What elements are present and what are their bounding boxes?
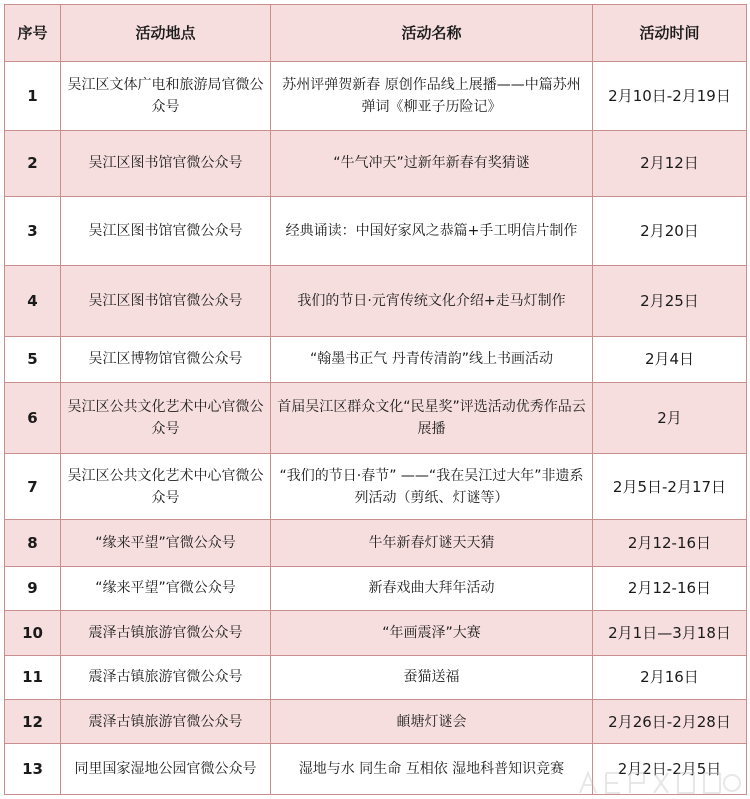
row-activity: “年画震泽”大赛 (271, 611, 593, 655)
row-time: 2月12-16日 (593, 566, 747, 610)
row-activity: 湿地与水 同生命 互相依 湿地科普知识竞赛 (271, 744, 593, 795)
header-place: 活动地点 (61, 5, 271, 62)
row-time: 2月12日 (593, 130, 747, 197)
row-place: 震泽古镇旅游官微公众号 (61, 655, 271, 699)
row-activity: “牛气冲天”过新年新春有奖猜谜 (271, 130, 593, 197)
row-activity: 首届吴江区群众文化“民星奖”评选活动优秀作品云展播 (271, 383, 593, 454)
table-row (5, 453, 747, 520)
row-activity: 苏州评弹贺新春 原创作品线上展播——中篇苏州弹词《柳亚子历险记》 (271, 62, 593, 131)
row-number: 13 (5, 744, 61, 795)
row-place: 吴江区文体广电和旅游局官微公众号 (61, 62, 271, 131)
row-number: 9 (5, 566, 61, 610)
row-place: 吴江区公共文化艺术中心官微公众号 (61, 453, 271, 520)
table-row (5, 566, 747, 610)
row-activity: 頔塘灯谜会 (271, 700, 593, 744)
row-time: 2月20日 (593, 197, 747, 266)
row-place: “缘来平望”官微公众号 (61, 520, 271, 566)
row-place: 震泽古镇旅游官微公众号 (61, 611, 271, 655)
row-activity: 牛年新春灯谜天天猜 (271, 520, 593, 566)
table-row (5, 383, 747, 454)
row-number: 5 (5, 336, 61, 382)
row-place: 吴江区图书馆官微公众号 (61, 265, 271, 336)
row-time: 2月1日—3月18日 (593, 611, 747, 655)
row-time: 2月25日 (593, 265, 747, 336)
row-number: 11 (5, 655, 61, 699)
table-row (5, 655, 747, 699)
row-time: 2月26日-2月28日 (593, 700, 747, 744)
table-row (5, 336, 747, 382)
row-activity: “翰墨书正气 丹青传清韵”线上书画活动 (271, 336, 593, 382)
table-row (5, 265, 747, 336)
row-place: 吴江区博物馆官微公众号 (61, 336, 271, 382)
row-number: 7 (5, 453, 61, 520)
row-activity: “我们的节日·春节” ——“我在吴江过大年”非遗系列活动（剪纸、灯谜等） (271, 453, 593, 520)
row-place: 震泽古镇旅游官微公众号 (61, 700, 271, 744)
row-activity: 蚕猫送福 (271, 655, 593, 699)
row-time: 2月16日 (593, 655, 747, 699)
row-time: 2月5日-2月17日 (593, 453, 747, 520)
header-row (5, 5, 747, 62)
table-row (5, 130, 747, 197)
row-time: 2月10日-2月19日 (593, 62, 747, 131)
row-number: 6 (5, 383, 61, 454)
row-place: “缘来平望”官微公众号 (61, 566, 271, 610)
activities-table (4, 4, 747, 795)
table-row (5, 611, 747, 655)
row-place: 吴江区公共文化艺术中心官微公众号 (61, 383, 271, 454)
row-number: 12 (5, 700, 61, 744)
row-place: 吴江区图书馆官微公众号 (61, 130, 271, 197)
header-no: 序号 (5, 5, 61, 62)
row-number: 1 (5, 62, 61, 131)
table-row (5, 197, 747, 266)
row-place: 吴江区图书馆官微公众号 (61, 197, 271, 266)
table-row (5, 62, 747, 131)
row-time: 2月4日 (593, 336, 747, 382)
row-time: 2月2日-2月5日 (593, 744, 747, 795)
row-number: 2 (5, 130, 61, 197)
row-time: 2月 (593, 383, 747, 454)
row-number: 10 (5, 611, 61, 655)
row-activity: 经典诵读：中国好家风之恭篇+手工明信片制作 (271, 197, 593, 266)
row-number: 4 (5, 265, 61, 336)
watermark-logo-icon (574, 769, 744, 797)
table-row (5, 520, 747, 566)
header-name: 活动名称 (271, 5, 593, 62)
row-activity: 新春戏曲大拜年活动 (271, 566, 593, 610)
row-time: 2月12-16日 (593, 520, 747, 566)
row-place: 同里国家湿地公园官微公众号 (61, 744, 271, 795)
table-row (5, 700, 747, 744)
row-number: 3 (5, 197, 61, 266)
row-number: 8 (5, 520, 61, 566)
row-activity: 我们的节日·元宵传统文化介绍+走马灯制作 (271, 265, 593, 336)
header-time: 活动时间 (593, 5, 747, 62)
